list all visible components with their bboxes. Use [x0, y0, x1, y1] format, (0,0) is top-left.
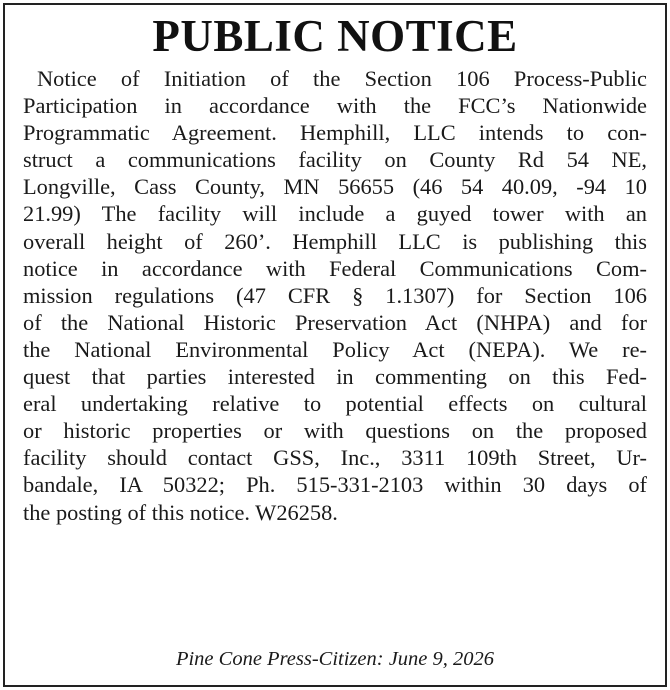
- notice-title: PUBLIC NOTICE: [152, 11, 518, 61]
- notice-body-line: notice in accordance with Federal Communications Com-: [23, 255, 647, 281]
- public-notice-box: [3, 3, 667, 687]
- notice-body-line: overall height of 260’. Hemphill LLC is publishing this: [23, 228, 647, 254]
- notice-body-line: Longville, Cass County, MN 56655 (46 54 40.09, -94 10: [23, 174, 647, 200]
- notice-body-line: Programmatic Agreement. Hemphill, LLC intends to con-: [23, 120, 647, 146]
- notice-body-line: quest that parties interested in commenting on this Fed-: [23, 364, 647, 390]
- notice-body-line: 21.99) The facility will include a guyed tower with an: [23, 201, 647, 227]
- notice-body-line: mission regulations (47 CFR § 1.1307) for Section 106: [23, 282, 647, 308]
- notice-body: [23, 65, 647, 526]
- notice-body-line: struct a communications facility on County Rd 54 NE,: [23, 147, 647, 173]
- notice-body-line: Notice of Initiation of the Section 106 Process-Public: [37, 66, 647, 91]
- notice-body-line: the National Environmental Policy Act (NEPA). We re-: [23, 336, 647, 362]
- notice-body-line: eral undertaking relative to potential effects on cultural: [23, 391, 647, 417]
- notice-body-line: the posting of this notice. W26258.: [23, 499, 338, 525]
- notice-body-line: bandale, IA 50322; Ph. 515-331-2103 within 30 days of: [23, 472, 647, 498]
- publication-line: Pine Cone Press-Citizen: June 9, 2026: [175, 648, 495, 670]
- notice-body-line: or historic properties or with questions on the proposed: [23, 418, 647, 444]
- notice-body-line: Participation in accordance with the FCC’s Nationwide: [23, 93, 647, 119]
- notice-body-line: facility should contact GSS, Inc., 3311 109th Street, Ur-: [23, 445, 647, 471]
- notice-body-line: of the National Historic Preservation Act (NHPA) and for: [23, 309, 647, 335]
